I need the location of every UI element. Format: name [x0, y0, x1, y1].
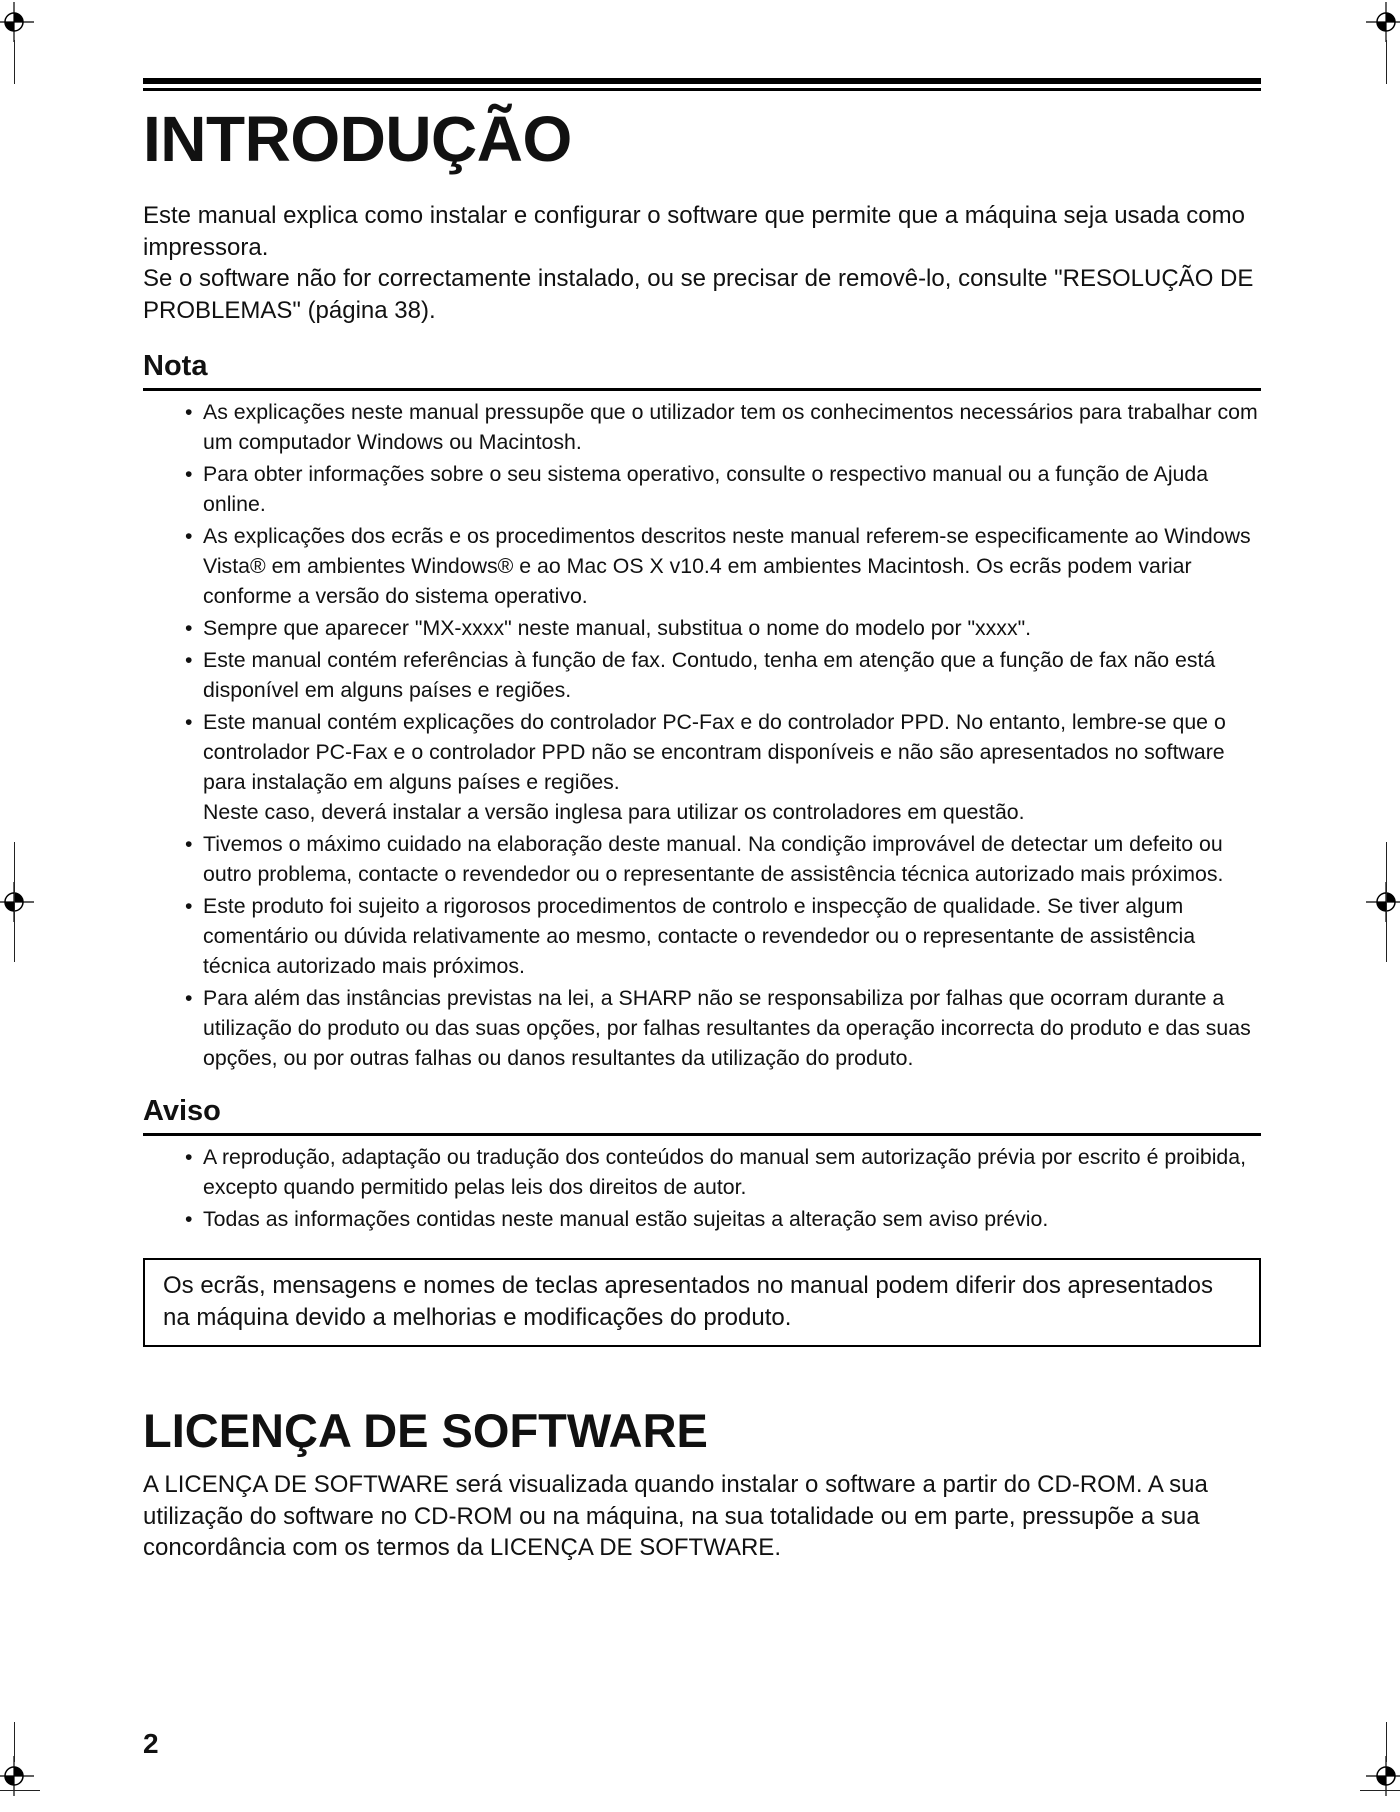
intro-paragraph: Se o software não for correctamente instalado, ou se precisar de removê-lo, consulte "RESOLUÇÃO DE PROBLEMAS" (página 38).	[143, 265, 1254, 324]
crop-mark	[14, 842, 15, 962]
list-item-text: As explicações dos ecrãs e os procedimentos descritos neste manual referem-se especificamente ao Windows Vista® em ambientes Windows® e ao Mac OS X v10.4 em ambientes Macintosh. Os ecrãs podem variar conforme a versão do sistema operativo.	[203, 524, 1251, 608]
crop-mark	[14, 1722, 15, 1762]
crop-mark	[1386, 842, 1387, 962]
boxed-notice-text: Os ecrãs, mensagens e nomes de teclas apresentados no manual podem diferir dos apresentados na máquina devido a melhorias e modificações do produto.	[163, 1272, 1213, 1331]
registration-mark-top-left-icon	[0, 2, 34, 42]
list-item	[185, 613, 1261, 643]
list-item	[185, 829, 1261, 889]
bullet-icon: •	[185, 616, 193, 640]
list-item-text: Tivemos o máximo cuidado na elaboração deste manual. Na condição improvável de detectar um defeito ou outro problema, contacte o revendedor ou o representante de assistência técnica autorizado mais próximos.	[203, 832, 1224, 886]
registration-mark-mid-right-icon	[1366, 882, 1400, 922]
page-number: 2	[143, 1728, 159, 1759]
list-item-text: Para obter informações sobre o seu sistema operativo, consulte o respectivo manual ou a função de Ajuda online.	[203, 462, 1209, 516]
nota-section	[143, 348, 1261, 1073]
aviso-heading: Aviso	[143, 1095, 221, 1127]
list-item	[185, 459, 1261, 519]
list-item-text: Todas as informações contidas neste manual estão sujeitas a alteração sem aviso prévio.	[203, 1207, 1049, 1231]
list-item-text: As explicações neste manual pressupõe que o utilizador tem os conhecimentos necessários para trabalhar com um computador Windows ou Macintosh.	[203, 400, 1258, 454]
list-item-text: Sempre que aparecer "MX-xxxx" neste manual, substitua o nome do modelo por "xxxx".	[203, 616, 1032, 640]
bullet-icon: •	[185, 400, 193, 424]
registration-mark-top-right-icon	[1366, 2, 1400, 42]
page-title: INTRODUÇÃO	[143, 103, 572, 175]
nota-list	[143, 397, 1261, 1073]
bullet-icon: •	[185, 832, 193, 856]
registration-mark-mid-left-icon	[0, 882, 34, 922]
intro-text	[143, 200, 1261, 326]
list-item	[185, 891, 1261, 981]
bullet-icon: •	[185, 524, 193, 548]
license-text: A LICENÇA DE SOFTWARE será visualizada quando instalar o software a partir do CD-ROM. A sua utilização do software no CD-ROM ou na máquina, na sua totalidade ou em parte, pressupõe a sua concordância com os termos da LICENÇA DE SOFTWARE.	[143, 1471, 1208, 1561]
crop-mark	[1386, 40, 1387, 84]
header-rule	[143, 78, 1261, 91]
bullet-icon: •	[185, 1207, 193, 1231]
section-divider	[143, 388, 1261, 391]
crop-mark	[0, 1790, 40, 1791]
list-item	[185, 983, 1261, 1073]
bullet-icon: •	[185, 986, 193, 1010]
boxed-notice	[143, 1258, 1261, 1347]
list-item-text: Este produto foi sujeito a rigorosos procedimentos de controlo e inspecção de qualidade. Se tiver algum comentário ou dúvida relativamente ao mesmo, contacte o revendedor ou o representante de assistência técnica autorizado mais próximos.	[203, 894, 1196, 978]
crop-mark	[1386, 1722, 1387, 1762]
intro-paragraph: Este manual explica como instalar e configurar o software que permite que a máquina seja usada como impressora.	[143, 202, 1245, 261]
list-item	[185, 645, 1261, 705]
bullet-icon: •	[185, 1145, 193, 1169]
list-item	[185, 397, 1261, 457]
bullet-icon: •	[185, 894, 193, 918]
list-item-text: Para além das instâncias previstas na lei, a SHARP não se responsabiliza por falhas que ocorram durante a utilização do produto ou das suas opções, por falhas resultantes da operação incorrecta do produto e das suas opções, ou por outras falhas ou danos resultantes da utilização do produto.	[203, 986, 1251, 1070]
list-item-text: Este manual contém referências à função de fax. Contudo, tenha em atenção que a função de fax não está disponível em alguns países e regiões.	[203, 648, 1216, 702]
section-divider	[143, 1133, 1261, 1136]
list-item-text: Este manual contém explicações do controlador PC-Fax e do controlador PPD. No entanto, lembre-se que o controlador PC-Fax e o controlador PPD não se encontram disponíveis e não são apresentados no software para instalação em alguns países e regiões.	[203, 710, 1226, 794]
list-item	[185, 521, 1261, 611]
list-item	[185, 1142, 1261, 1202]
bullet-icon: •	[185, 710, 193, 734]
nota-heading: Nota	[143, 350, 208, 382]
crop-mark	[1360, 1790, 1400, 1791]
list-item-extra-text: Neste caso, deverá instalar a versão inglesa para utilizar os controladores em questão.	[203, 800, 1025, 824]
bullet-icon: •	[185, 648, 193, 672]
aviso-section	[143, 1093, 1261, 1234]
crop-mark	[14, 40, 15, 84]
list-item-text: A reprodução, adaptação ou tradução dos conteúdos do manual sem autorização prévia por escrito é proibida, excepto quando permitido pelas leis dos direitos de autor.	[203, 1145, 1247, 1199]
license-section	[143, 1403, 1261, 1564]
aviso-list	[143, 1142, 1261, 1234]
list-item	[185, 1204, 1261, 1234]
page-content	[143, 100, 1261, 1564]
bullet-icon: •	[185, 462, 193, 486]
list-item	[185, 707, 1261, 827]
license-heading: LICENÇA DE SOFTWARE	[143, 1404, 708, 1457]
